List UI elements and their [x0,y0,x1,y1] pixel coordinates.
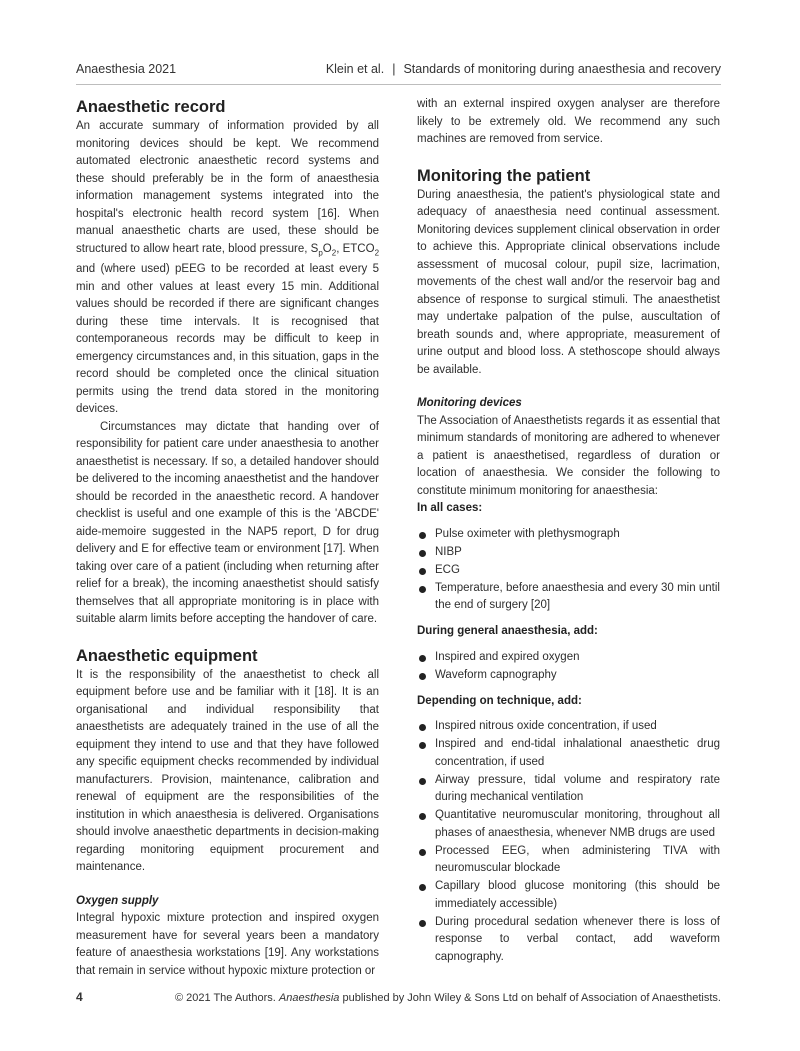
bullet-icon [419,724,426,731]
page-number: 4 [76,990,83,1004]
bullet-icon [419,742,426,749]
paragraph-equipment: It is the responsibility of the anaesthetist to check all equipment before use and be familiar with it [18]. It is an organisational and individual responsibility that anaesthetists are adequately trained in the use of all the equipment they intend to use and that they have followed any specific equipment checks recommended by individual manufacturers. Provision, maintenance, calibration and renewal of equipment are the responsibilities of the institution in which anaesthesia is delivered. Organisations should involve anaesthetic departments in decision-making regarding monitoring equipment procurement and maintenance. [76,668,379,874]
running-title [326,62,721,76]
header-separator: | [392,62,396,76]
list-item: Capillary blood glucose monitoring (this should be immediately accessible) [417,878,720,913]
section-heading-anaesthetic-equipment: Anaesthetic equipment [76,646,258,665]
left-column [76,96,379,980]
subsection-heading-oxygen-supply: Oxygen supply [76,894,159,907]
list-item: Airway pressure, tidal volume and respiratory rate during mechanical ventilation [417,772,720,807]
list-item: Inspired and end-tidal inhalational anaesthetic drug concentration, if used [417,736,720,771]
copyright-notice: © 2021 The Authors. Anaesthesia published by John Wiley & Sons Ltd on behalf of Association of Anaesthetists. [174,992,721,1004]
label-all-cases: In all cases: [417,502,483,514]
list-all-cases [417,526,720,615]
article-title: Standards of monitoring during anaesthesia and recovery [403,62,721,76]
list-depending-on-technique [417,718,720,966]
bullet-icon [419,568,426,575]
list-item: Temperature, before anaesthesia and every 30 min until the end of surgery [20] [417,580,720,615]
right-column [417,96,720,967]
bullet-icon [419,849,426,856]
section-heading-monitoring-patient: Monitoring the patient [417,166,591,185]
list-item: Inspired and expired oxygen [417,649,720,667]
list-item: Pulse oximeter with plethysmograph [417,526,720,544]
bullet-icon [419,813,426,820]
list-item: During procedural sedation whenever there is loss of response to verbal contact, add waveform capnography. [417,914,720,967]
paragraph-oxygen-supply-cont: with an external inspired oxygen analyser are therefore likely to be extremely old. We recommend any such machines are removed from service. [417,98,720,145]
list-general-anaesthesia [417,649,720,685]
paragraph-record-1: An accurate summary of information provided by all monitoring devices should be kept. We recommend automated electronic anaesthetic record systems and these should preferably be in the form of anaesthesia information management systems integrated into the hospital's electronic health record system [16]. When manual anaesthetic charts are used, these should be structured to allow heart rate, blood pressure, $S_pO_2$, $ETCO_2$ and (where used) pEEG to be recorded at least every 5 min and other values at least every 15 min. Additional values should be recorded if there are significant changes during these time intervals. It is recognised that contemporaneous records may be difficult to keep in emergency circumstances and, in this situation, gaps in the record should be completed once the clinical situation permits using the trend data stored in the monitoring devices. [76,120,380,416]
list-item: NIBP [417,544,720,562]
page-footer [76,990,721,1004]
label-depending-on-technique: Depending on technique, add: [417,694,582,707]
list-item: ECG [417,562,720,580]
label-general-anaesthesia: During general anaesthesia, add: [417,625,598,637]
subsection-heading-monitoring-devices: Monitoring devices [417,397,522,409]
bullet-icon [419,532,426,539]
authors: Klein et al. [325,62,385,76]
bullet-icon [419,655,426,662]
list-item: Waveform capnography [417,667,720,685]
paragraph-oxygen-supply: Integral hypoxic mixture protection and inspired oxygen measurement have for several years been a mandatory feature of anaesthesia workstations [19]. Any workstations that remain in service without hypoxic mixture protection or [76,912,379,977]
list-item: Processed EEG, when administering TIVA with neuromuscular blockade [417,843,720,878]
journal-name-italic: Anaesthesia [278,992,340,1004]
journal-name: Anaesthesia 2021 [76,62,177,76]
bullet-icon [419,586,426,593]
section-heading-anaesthetic-record: Anaesthetic record [76,98,226,116]
header-rule [76,84,721,85]
bullet-icon [419,550,426,557]
bullet-icon [419,673,426,680]
bullet-icon [419,920,426,927]
paragraph-devices: The Association of Anaesthetists regards it as essential that minimum standards of monitoring are adhered to whenever a patient is anaesthetised, regardless of duration or location of anaesthesia. We consider the following to constitute minimum monitoring for anaesthesia: [417,414,721,497]
bullet-icon [419,884,426,891]
paragraph-monitoring: During anaesthesia, the patient's physiological state and adequacy of anaesthesia need continual assessment. Monitoring devices supplement clinical observation in order to achieve this. Appropriate clinical observations include assessment of mucosal colour, pupil size, lacrimation, movements of the chest wall and/or the reservoir bag and absence of response to surgical stimuli. The anaesthetist may undertake palpation of the pulse, auscultation of breath sounds and, where appropriate, measurement of urine output and blood loss. A stethoscope should always be available. [417,188,720,376]
list-item: Quantitative neuromuscular monitoring, throughout all phases of anaesthesia, whenever NMB drugs are used [417,807,720,842]
bullet-icon [419,778,426,785]
running-head [76,62,721,76]
paragraph-record-2: Circumstances may dictate that handing over of responsibility for patient care under anaesthesia to another anaesthetist is necessary. If so, a detailed handover should be delivered to the incoming anaesthetist and the handover should be recorded in the anaesthetic record. A handover checklist is useful and one example of this is the 'ABCDE' aide-memoire suggested in the NAP5 report, D for drug delivery and E for effective team or environment [17]. When taking over care of a patient (including when returning after relief for a break), the incoming anaesthetist should satisfy themselves that all appropriate monitoring is in place with suitable alarm limits before accepting the handover of care. [76,420,379,626]
list-item: Inspired nitrous oxide concentration, if used [417,718,720,736]
